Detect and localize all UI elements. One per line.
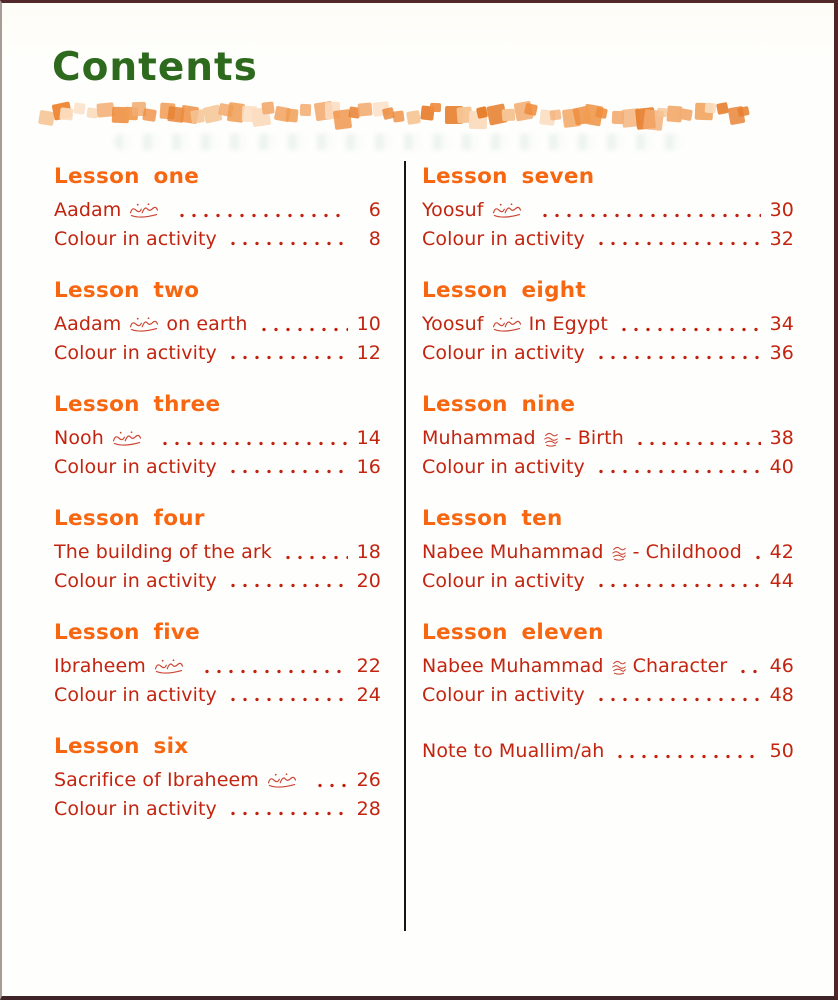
toc-right-column bbox=[422, 164, 794, 766]
band-square bbox=[595, 107, 608, 119]
toc-entry-label: Colour in activity bbox=[54, 341, 217, 364]
toc-entry-label: Colour in activity bbox=[422, 683, 585, 706]
toc-entry-label-post: In Egypt bbox=[528, 313, 608, 335]
band-square bbox=[430, 103, 441, 113]
page-number: 26 bbox=[356, 769, 381, 791]
dot-leader bbox=[539, 196, 761, 225]
toc-entry-label: Colour in activity bbox=[54, 227, 217, 250]
lesson-heading: Lesson ten bbox=[422, 506, 563, 531]
lesson-heading: Lesson eight bbox=[422, 278, 586, 303]
column-divider bbox=[404, 161, 406, 931]
page-number: 10 bbox=[356, 313, 381, 335]
toc-entry-row bbox=[54, 310, 381, 339]
page-number: 30 bbox=[769, 199, 794, 221]
toc-entry-label: Colour in activity bbox=[422, 569, 585, 592]
page-number: 28 bbox=[356, 797, 381, 820]
toc-entry-row bbox=[422, 453, 794, 482]
dot-leader bbox=[201, 652, 348, 681]
lesson-block bbox=[422, 278, 794, 367]
toc-entry-row bbox=[422, 652, 794, 681]
toc-entry-row bbox=[54, 681, 381, 710]
toc-entry-row bbox=[54, 453, 381, 482]
dot-leader bbox=[595, 567, 761, 596]
lesson-heading: Lesson seven bbox=[422, 164, 595, 189]
page-number: 40 bbox=[769, 455, 794, 478]
toc-entry-row bbox=[54, 652, 381, 681]
toc-entry-label: Colour in activity bbox=[422, 227, 585, 250]
toc-entry-row bbox=[422, 225, 794, 254]
alayhis-salam-calligraphy-icon bbox=[266, 772, 298, 790]
toc-entry-label: Nooh bbox=[54, 427, 104, 449]
toc-entry-label: Muhammad bbox=[422, 427, 536, 449]
lesson-block bbox=[54, 392, 381, 481]
saw-calligraphy-icon bbox=[543, 431, 559, 447]
page-number: 32 bbox=[769, 227, 794, 250]
page-number: 6 bbox=[368, 199, 381, 221]
dot-leader bbox=[227, 225, 348, 254]
toc-entry-row bbox=[422, 681, 794, 710]
band-square bbox=[143, 108, 157, 122]
band-square bbox=[704, 102, 716, 112]
dot-leader bbox=[752, 538, 761, 567]
band-square bbox=[716, 102, 728, 115]
alayhis-salam-calligraphy-icon bbox=[491, 316, 523, 334]
lesson-block bbox=[422, 392, 794, 481]
page-number: 48 bbox=[769, 683, 794, 706]
page-number: 8 bbox=[368, 227, 381, 250]
toc-entry-label: Colour in activity bbox=[54, 683, 217, 706]
band-square bbox=[60, 107, 75, 120]
dot-leader bbox=[227, 339, 348, 368]
toc-entry-row bbox=[422, 310, 794, 339]
lesson-block bbox=[54, 734, 381, 823]
toc-entry-row bbox=[54, 795, 381, 824]
alayhis-salam-calligraphy-icon bbox=[153, 658, 185, 676]
dot-leader bbox=[595, 453, 761, 482]
page-number: 18 bbox=[356, 541, 381, 563]
lesson-heading: Lesson four bbox=[54, 506, 205, 531]
page-number: 22 bbox=[356, 655, 381, 677]
alayhis-salam-calligraphy-icon bbox=[491, 202, 523, 220]
decorative-band bbox=[38, 98, 762, 130]
saw-calligraphy-icon bbox=[611, 659, 627, 675]
toc-entry-label: Nabee Muhammad bbox=[422, 541, 604, 563]
dot-leader bbox=[282, 538, 348, 567]
lesson-block bbox=[54, 164, 381, 253]
band-square bbox=[393, 110, 405, 122]
toc-entry-label-post: Character bbox=[632, 655, 728, 677]
lesson-block bbox=[422, 620, 794, 709]
toc-entry-row bbox=[54, 567, 381, 596]
dot-leader bbox=[634, 424, 761, 453]
dot-leader bbox=[618, 310, 761, 339]
saw-calligraphy-icon bbox=[611, 545, 627, 561]
lesson-heading: Lesson nine bbox=[422, 392, 576, 417]
lesson-heading: Lesson two bbox=[54, 278, 200, 303]
lesson-block bbox=[54, 620, 381, 709]
page-number: 44 bbox=[769, 569, 794, 592]
lesson-heading: Lesson one bbox=[54, 164, 200, 189]
alayhis-salam-calligraphy-icon bbox=[128, 202, 160, 220]
lesson-block bbox=[54, 278, 381, 367]
toc-entry-row bbox=[422, 424, 794, 453]
dot-leader bbox=[595, 339, 761, 368]
page-number: 12 bbox=[356, 341, 381, 364]
page-number: 24 bbox=[356, 683, 381, 706]
page-number: 14 bbox=[356, 427, 381, 449]
band-square bbox=[407, 110, 422, 125]
page-number: 46 bbox=[769, 655, 794, 677]
toc-entry-label: Note to Muallim/ah bbox=[422, 740, 605, 762]
dot-leader bbox=[159, 424, 348, 453]
toc-entry-label: Ibraheem bbox=[54, 655, 146, 677]
dot-leader bbox=[227, 453, 348, 482]
toc-entry-label-post: on earth bbox=[166, 313, 248, 335]
dot-leader bbox=[595, 681, 761, 710]
band-square bbox=[73, 102, 85, 114]
dot-leader bbox=[314, 766, 348, 795]
toc-entry-label: Colour in activity bbox=[54, 569, 217, 592]
band-square bbox=[358, 102, 373, 116]
toc-entry-label-post: - Birth bbox=[564, 427, 624, 449]
dot-leader bbox=[737, 652, 761, 681]
toc-entry-label: Nabee Muhammad bbox=[422, 655, 604, 677]
toc-entry-row bbox=[54, 196, 381, 225]
dot-leader bbox=[227, 795, 348, 824]
toc-entry-label-post: - Childhood bbox=[632, 541, 742, 563]
toc-entry-row bbox=[54, 424, 381, 453]
toc-entry-label: The building of the ark bbox=[54, 541, 272, 563]
page-number: 20 bbox=[356, 569, 381, 592]
page-number: 38 bbox=[769, 427, 794, 449]
dot-leader bbox=[614, 737, 761, 766]
dot-leader bbox=[595, 225, 761, 254]
ink-bleed-artifact bbox=[114, 134, 684, 150]
band-square bbox=[262, 102, 276, 115]
toc-entry-label: Sacrifice of Ibraheem bbox=[54, 769, 259, 791]
toc-entry-row bbox=[54, 766, 381, 795]
lesson-heading: Lesson three bbox=[54, 392, 221, 417]
toc-entry-label: Yoosuf bbox=[422, 313, 484, 335]
toc-entry-label: Colour in activity bbox=[54, 797, 217, 820]
toc-entry-row bbox=[422, 339, 794, 368]
lesson-heading: Lesson eleven bbox=[422, 620, 604, 645]
band-square bbox=[299, 104, 310, 116]
note-entry-row bbox=[422, 737, 794, 766]
lesson-heading: Lesson five bbox=[54, 620, 201, 645]
page-title: Contents bbox=[52, 45, 258, 90]
page-number: 34 bbox=[769, 313, 794, 335]
page-number: 16 bbox=[356, 455, 381, 478]
lesson-heading: Lesson six bbox=[54, 734, 189, 759]
lesson-block bbox=[54, 506, 381, 595]
band-square bbox=[502, 108, 516, 121]
band-square bbox=[286, 109, 299, 123]
lesson-block bbox=[422, 164, 794, 253]
toc-entry-label: Colour in activity bbox=[422, 455, 585, 478]
dot-leader bbox=[227, 681, 348, 710]
page-number: 42 bbox=[769, 541, 794, 563]
toc-entry-row bbox=[422, 196, 794, 225]
toc-entry-label: Aadam bbox=[54, 313, 122, 335]
toc-left-column bbox=[54, 164, 381, 848]
toc-entry-row bbox=[422, 538, 794, 567]
toc-entry-row bbox=[54, 538, 381, 567]
alayhis-salam-calligraphy-icon bbox=[111, 430, 143, 448]
lesson-block bbox=[422, 506, 794, 595]
toc-entry-label: Colour in activity bbox=[422, 341, 585, 364]
band-square bbox=[549, 110, 561, 121]
toc-entry-row bbox=[54, 339, 381, 368]
toc-entry-label: Aadam bbox=[54, 199, 122, 221]
page-number: 36 bbox=[769, 341, 794, 364]
dot-leader bbox=[258, 310, 348, 339]
alayhis-salam-calligraphy-icon bbox=[128, 316, 160, 334]
dot-leader bbox=[227, 567, 348, 596]
toc-entry-label: Yoosuf bbox=[422, 199, 484, 221]
band-square bbox=[656, 108, 667, 117]
toc-entry-label: Colour in activity bbox=[54, 455, 217, 478]
dot-leader bbox=[176, 196, 348, 225]
toc-entry-row bbox=[54, 225, 381, 254]
band-square bbox=[737, 106, 750, 117]
toc-entry-row bbox=[422, 567, 794, 596]
page-number: 50 bbox=[769, 740, 794, 762]
